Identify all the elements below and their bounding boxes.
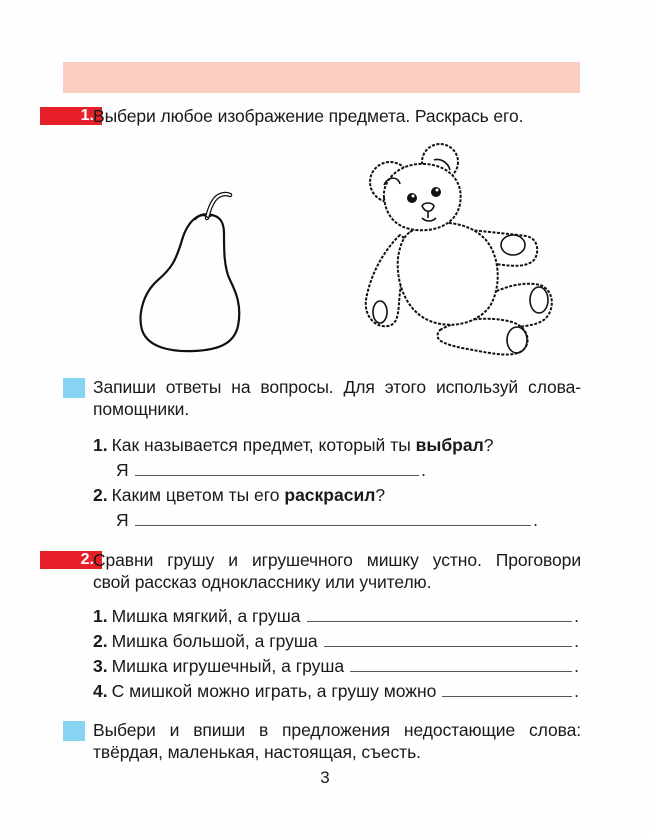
task-number-badge-2: 2. bbox=[40, 551, 102, 569]
task-number-badge-1: 1. bbox=[40, 107, 102, 125]
answer-line-1: Я . bbox=[116, 460, 426, 480]
subtask2-instruction bbox=[93, 719, 581, 763]
comparison-item-3: 3. Мишка игрушечный, а груша . bbox=[93, 656, 579, 676]
question-bold-word: выбрал bbox=[415, 435, 484, 455]
comparison-item-1: 1. Мишка мягкий, а груша . bbox=[93, 606, 579, 626]
comparison-blank-4[interactable] bbox=[442, 680, 572, 697]
subtask-marker-1 bbox=[63, 378, 85, 398]
question-2: 2. Каким цветом ты его раскрасил ? bbox=[93, 485, 386, 505]
header-band bbox=[63, 62, 580, 93]
comparison-blank-3[interactable] bbox=[350, 655, 572, 672]
task1-instruction: Выбери любое изображение предмета. Раскрась его. bbox=[93, 106, 524, 126]
subtask1-instruction-line2: помощники. bbox=[93, 399, 190, 419]
subtask2-instruction-line1: Выбери и впиши в предложения недостающие слова: bbox=[93, 720, 581, 740]
question-number: 1. bbox=[93, 435, 108, 455]
question-text: Каким цветом ты его bbox=[111, 485, 285, 505]
question-1: 1. Как называется предмет, который ты выбрал ? bbox=[93, 435, 494, 455]
question-bold-word: раскрасил bbox=[284, 485, 376, 505]
page-number: 3 bbox=[320, 768, 330, 787]
pear-image[interactable] bbox=[120, 180, 280, 360]
question-text: Как называется предмет, который ты bbox=[111, 435, 416, 455]
task2-instruction bbox=[93, 549, 581, 593]
subtask1-instruction-line1: Запиши ответы на вопросы. Для этого используй слова- bbox=[93, 377, 581, 397]
teddy-bear-image[interactable] bbox=[340, 140, 570, 370]
comparison-blank-2[interactable] bbox=[324, 630, 572, 647]
answer-blank-1[interactable] bbox=[135, 459, 419, 476]
comparison-item-4: 4. С мишкой можно играть, а грушу можно . bbox=[93, 681, 579, 701]
task2-instruction-line2: свой рассказ однокласснику или учителю. bbox=[93, 572, 432, 592]
answer-line-2: Я . bbox=[116, 510, 538, 530]
comparison-blank-1[interactable] bbox=[307, 605, 573, 622]
question-number: 2. bbox=[93, 485, 108, 505]
answer-prefix: Я bbox=[116, 460, 129, 480]
subtask1-instruction bbox=[93, 376, 581, 420]
answer-blank-2[interactable] bbox=[135, 509, 531, 526]
subtask-marker-2 bbox=[63, 721, 85, 741]
answer-prefix: Я bbox=[116, 510, 129, 530]
task2-instruction-line1: Сравни грушу и игрушечного мишку устно. Проговори bbox=[93, 550, 581, 570]
subtask2-instruction-line2: твёрдая, маленькая, настоящая, съесть. bbox=[93, 742, 421, 762]
comparison-item-2: 2. Мишка большой, а груша . bbox=[93, 631, 579, 651]
